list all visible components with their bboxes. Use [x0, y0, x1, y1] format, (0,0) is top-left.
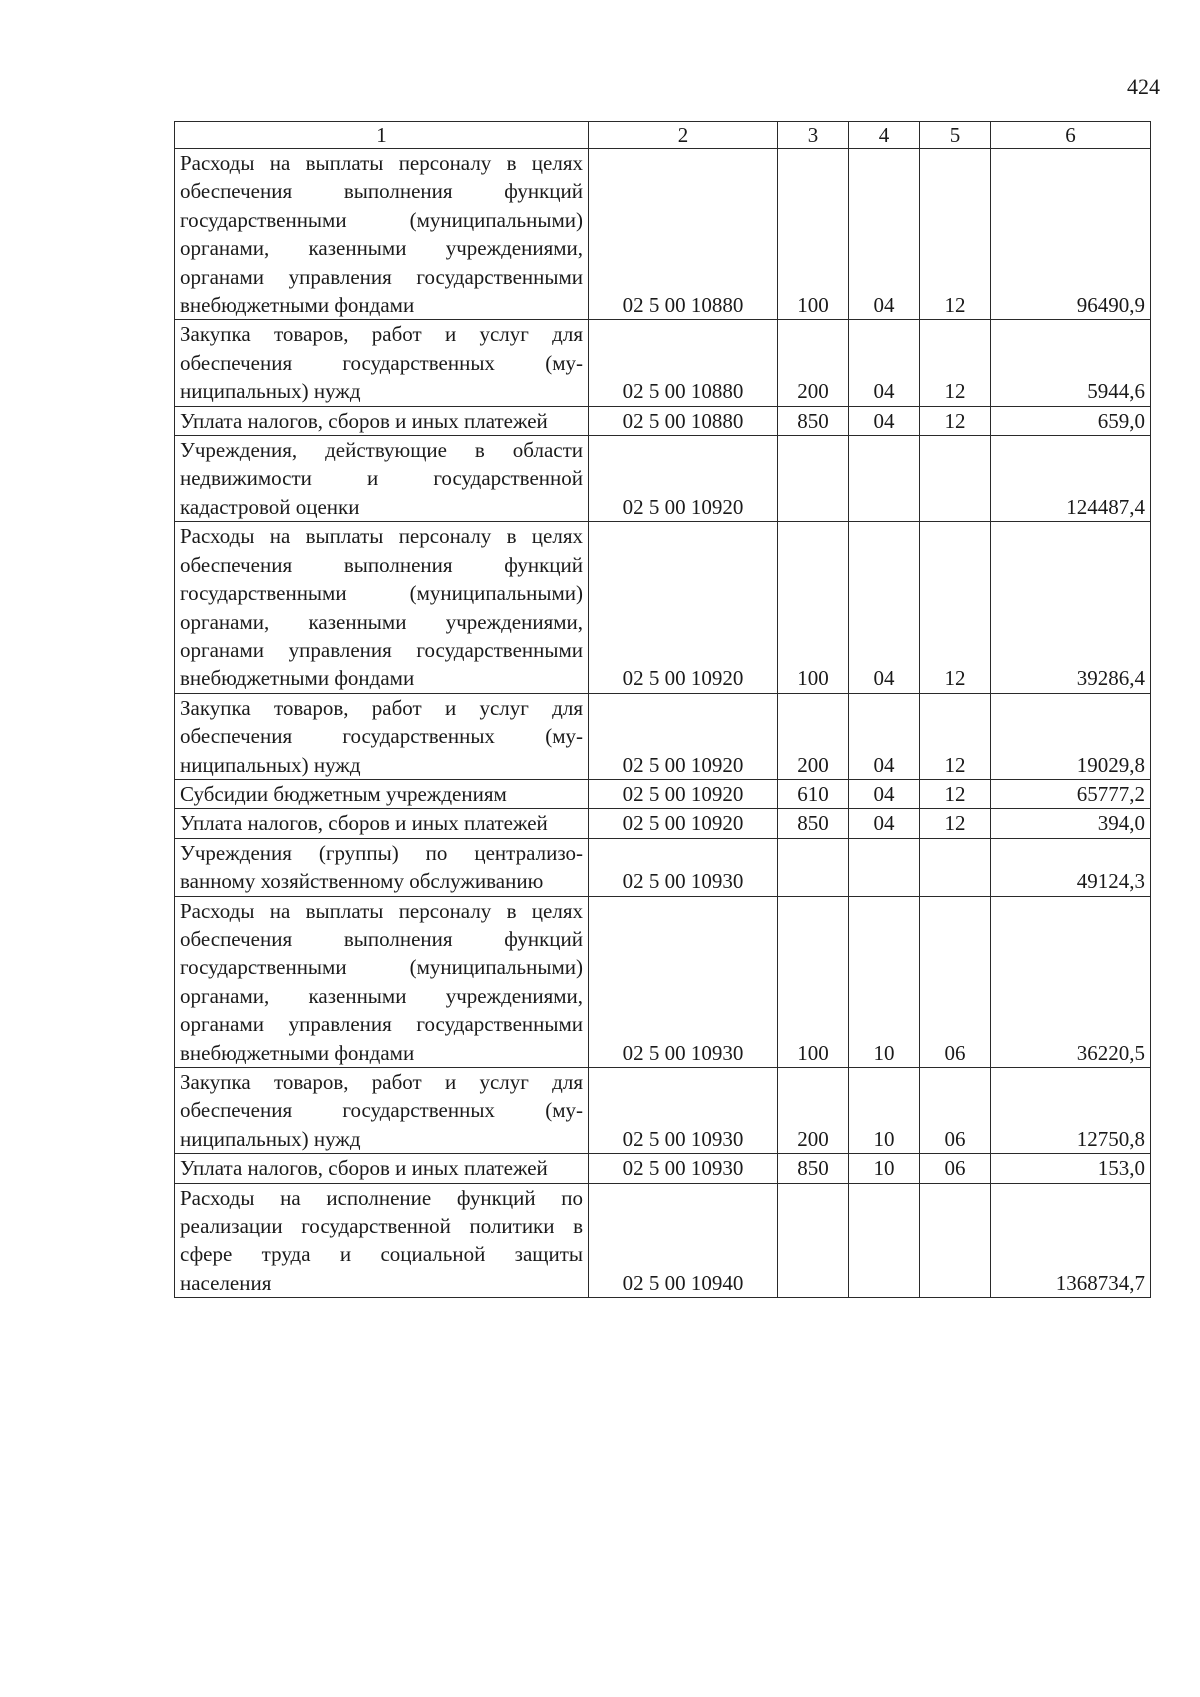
row-amount-cell: 1368734,7	[991, 1183, 1151, 1298]
row-amount-cell: 124487,4	[991, 436, 1151, 522]
row-subsection-cell: 12	[920, 406, 991, 435]
row-section-cell: 10	[849, 1154, 920, 1183]
row-subsection-cell	[920, 436, 991, 522]
row-section-cell: 10	[849, 896, 920, 1067]
row-section-cell: 04	[849, 693, 920, 779]
row-name-cell: Расходы на выплаты персоналу в целях обеспечения выполнения функций государственными (муниципальными) органами, казенными учреждениями, органами управления государственными внебюджетными фондами	[175, 896, 589, 1067]
row-section-cell	[849, 838, 920, 896]
row-section-cell	[849, 436, 920, 522]
row-name-cell: Учреждения, действующие в области недвижимости и государственной кадастровой оценки	[175, 436, 589, 522]
row-amount-cell: 659,0	[991, 406, 1151, 435]
column-header-3: 3	[778, 122, 849, 149]
row-amount-cell: 49124,3	[991, 838, 1151, 896]
row-name-cell: Закупка товаров, работ и услуг для обеспечения государственных (муниципальных) нужд	[175, 1068, 589, 1154]
row-subsection-cell	[920, 1183, 991, 1298]
table-row	[175, 809, 1151, 838]
row-amount-cell: 12750,8	[991, 1068, 1151, 1154]
row-target-code-cell: 02 5 00 10920	[589, 809, 778, 838]
table-row	[175, 1154, 1151, 1183]
row-subsection-cell	[920, 838, 991, 896]
row-target-code-cell: 02 5 00 10930	[589, 1154, 778, 1183]
row-section-cell: 04	[849, 320, 920, 406]
header-row	[175, 122, 1151, 149]
row-name-cell: Уплата налогов, сборов и иных платежей	[175, 1154, 589, 1183]
table-row	[175, 1068, 1151, 1154]
row-name-cell: Субсидии бюджетным учреждениям	[175, 779, 589, 808]
row-name-cell: Закупка товаров, работ и услуг для обеспечения государственных (муниципальных) нужд	[175, 320, 589, 406]
row-expense-type-cell: 850	[778, 809, 849, 838]
row-subsection-cell: 12	[920, 522, 991, 693]
row-target-code-cell: 02 5 00 10920	[589, 693, 778, 779]
row-section-cell: 04	[849, 406, 920, 435]
row-target-code-cell: 02 5 00 10880	[589, 406, 778, 435]
row-expense-type-cell: 200	[778, 693, 849, 779]
column-header-1: 1	[175, 122, 589, 149]
row-expense-type-cell	[778, 838, 849, 896]
row-target-code-cell: 02 5 00 10880	[589, 320, 778, 406]
row-subsection-cell: 12	[920, 779, 991, 808]
row-amount-cell: 394,0	[991, 809, 1151, 838]
row-expense-type-cell: 200	[778, 1068, 849, 1154]
page-number: 424	[1127, 74, 1160, 99]
row-subsection-cell: 12	[920, 693, 991, 779]
table-row	[175, 693, 1151, 779]
row-amount-cell: 5944,6	[991, 320, 1151, 406]
table-row	[175, 320, 1151, 406]
table-row	[175, 779, 1151, 808]
table-row	[175, 838, 1151, 896]
table-row	[175, 406, 1151, 435]
row-section-cell: 04	[849, 779, 920, 808]
row-expense-type-cell	[778, 436, 849, 522]
row-target-code-cell: 02 5 00 10920	[589, 436, 778, 522]
row-target-code-cell: 02 5 00 10880	[589, 149, 778, 320]
row-subsection-cell: 06	[920, 1068, 991, 1154]
row-amount-cell: 19029,8	[991, 693, 1151, 779]
row-expense-type-cell	[778, 1183, 849, 1298]
row-name-cell: Расходы на исполнение функций по реализации государственной политики в сфере труда и социальной защиты населения	[175, 1183, 589, 1298]
row-expense-type-cell: 850	[778, 406, 849, 435]
table-row	[175, 436, 1151, 522]
row-subsection-cell: 12	[920, 149, 991, 320]
column-header-5: 5	[920, 122, 991, 149]
row-section-cell: 10	[849, 1068, 920, 1154]
budget-table	[174, 121, 1151, 1298]
row-expense-type-cell: 100	[778, 522, 849, 693]
column-header-6: 6	[991, 122, 1151, 149]
row-target-code-cell: 02 5 00 10930	[589, 838, 778, 896]
row-target-code-cell: 02 5 00 10940	[589, 1183, 778, 1298]
row-amount-cell: 153,0	[991, 1154, 1151, 1183]
row-amount-cell: 65777,2	[991, 779, 1151, 808]
row-section-cell: 04	[849, 149, 920, 320]
row-name-cell: Уплата налогов, сборов и иных платежей	[175, 809, 589, 838]
row-amount-cell: 96490,9	[991, 149, 1151, 320]
row-expense-type-cell: 200	[778, 320, 849, 406]
table-row	[175, 522, 1151, 693]
row-section-cell: 04	[849, 809, 920, 838]
row-expense-type-cell: 610	[778, 779, 849, 808]
row-section-cell: 04	[849, 522, 920, 693]
row-name-cell: Расходы на выплаты персоналу в целях обеспечения выполнения функций государственными (муниципальными) органами, казенными учреждениями, органами управления государственными внебюджетными фондами	[175, 522, 589, 693]
row-name-cell: Учреждения (группы) по централизованному хозяйственному обслуживанию	[175, 838, 589, 896]
row-expense-type-cell: 100	[778, 149, 849, 320]
table-row	[175, 149, 1151, 320]
row-subsection-cell: 06	[920, 896, 991, 1067]
row-name-cell: Расходы на выплаты персоналу в целях обеспечения выполнения функций государственными (муниципальными) органами, казенными учреждениями, органами управления государственными внебюджетными фондами	[175, 149, 589, 320]
row-amount-cell: 39286,4	[991, 522, 1151, 693]
row-target-code-cell: 02 5 00 10920	[589, 522, 778, 693]
row-target-code-cell: 02 5 00 10930	[589, 1068, 778, 1154]
row-subsection-cell: 12	[920, 809, 991, 838]
table-row	[175, 1183, 1151, 1298]
column-header-4: 4	[849, 122, 920, 149]
column-header-2: 2	[589, 122, 778, 149]
row-name-cell: Закупка товаров, работ и услуг для обеспечения государственных (муниципальных) нужд	[175, 693, 589, 779]
row-name-cell: Уплата налогов, сборов и иных платежей	[175, 406, 589, 435]
row-subsection-cell: 12	[920, 320, 991, 406]
row-expense-type-cell: 850	[778, 1154, 849, 1183]
row-section-cell	[849, 1183, 920, 1298]
row-subsection-cell: 06	[920, 1154, 991, 1183]
row-amount-cell: 36220,5	[991, 896, 1151, 1067]
table-body	[175, 149, 1151, 1298]
row-target-code-cell: 02 5 00 10930	[589, 896, 778, 1067]
row-expense-type-cell: 100	[778, 896, 849, 1067]
table-row	[175, 896, 1151, 1067]
row-target-code-cell: 02 5 00 10920	[589, 779, 778, 808]
